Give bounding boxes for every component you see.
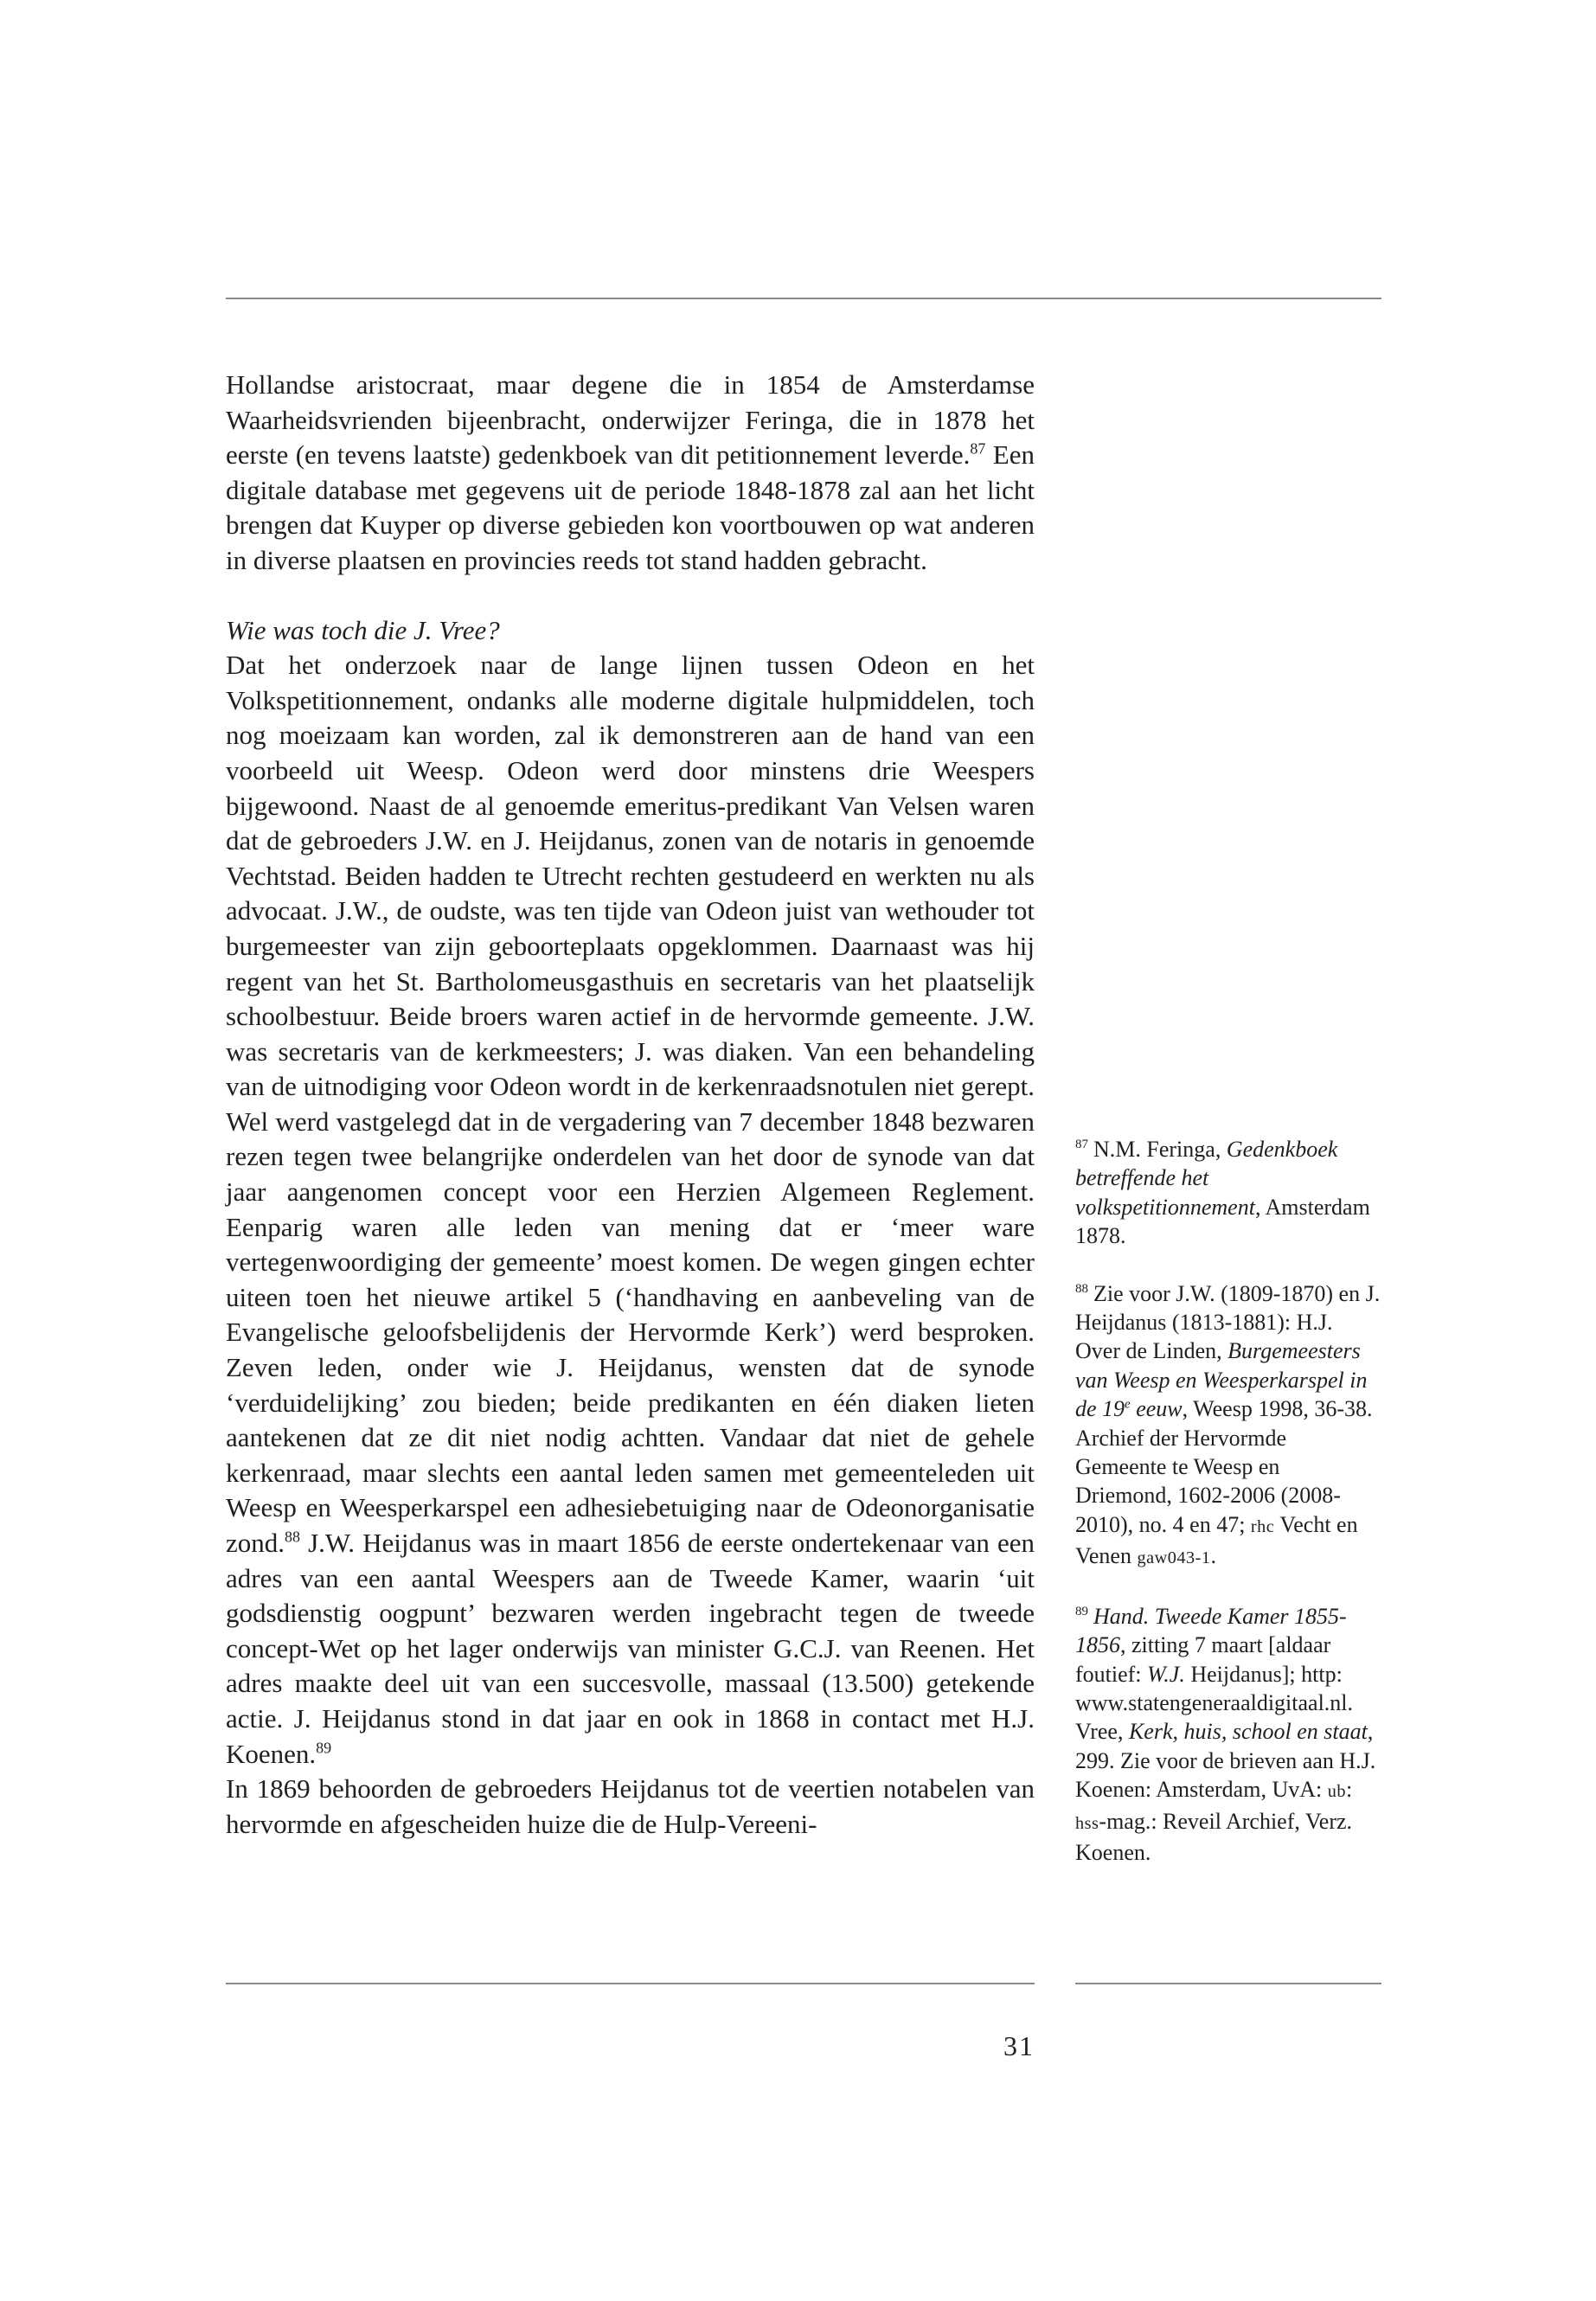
footnote-ref-87[interactable]: 87 xyxy=(970,439,986,458)
top-rule xyxy=(226,298,1381,299)
footnote-number: 87 xyxy=(1075,1138,1088,1152)
paragraph-1: Hollandse aristocraat, maar degene die in 1854 de Amsterdamse Waarheidsvrienden bijeenbracht, onderwijzer Feringa, die in 1878 het eerste (en tevens laatste) gedenkboek van dit petitionnement leverde.$^{87}$ Een digitale database met gegevens uit de periode 1848-1878 zal aan het licht brengen dat Kuyper op diverse gebieden kon voortbouwen op wat anderen in diverse plaatsen en provincies reeds tot stand hadden gebracht. xyxy=(226,369,1035,575)
paragraph-2: Dat het onderzoek naar de lange lijnen tussen Odeon en het Volkspetitionnement, ondanks alle moderne digitale hulpmiddelen, toch nog moeizaam kan worden, zal ik demonstreren aan de hand van een voorbeeld uit Weesp. Odeon werd door minstens drie Weespers bijgewoond. Naast de al genoemde emeritus-predikant Van Velsen waren dat de gebroeders J.W. en J. Heijdanus, zonen van de notaris in genoemde Vechtstad. Beiden hadden te Utrecht rechten gestudeerd en werkten nu als advocaat. J.W., de oudste, was ten tijde van Odeon juist van wethouder tot burgemeester van zijn geboorteplaats opgeklommen. Daarnaast was hij regent van het St. Bartholomeusgasthuis en secretaris van het plaatselijk schoolbestuur. Beide broers waren actief in de hervormde gemeente. J.W. was secretaris van de kerkmeesters; J. was diaken. Van een behandeling van de uitnodiging voor Odeon wordt in de kerkenraadsnotulen niet gerept. Wel werd vastgelegd dat in de vergadering van 7 december 1848 bezwaren rezen tegen twee belangrijke onderdelen van het door de synode van dat jaar aangenomen concept voor een Herzien Algemeen Reglement. Eenparig waren alle leden van mening dat er ‘meer ware vertegenwoordiging der gemeente’ moest komen. De wegen gingen echter uiteen toen het nieuwe artikel 5 (‘handhaving en aanbeveling van de Evangelische geloofsbelijdenis der Hervormde Kerk’) werd besproken. Zeven leden, onder wie J. Heijdanus, wensten dat de synode ‘verduidelijking’ zou bieden; beide predikanten en één diaken lieten aantekenen dat ze dit niet nodig achtten. Vandaar dat niet de gehele kerkenraad, maar slechts een aantal leden samen met gemeenteleden uit Weesp en Weesperkarspel een adhesiebetuiging naar de Odeonorganisatie zond.$^{88}$ J.W. Heijdanus was in maart 1856 de eerste ondertekenaar van een adres van een aantal Weespers aan de Tweede Kamer, waarin ‘uit godsdienstig oogpunt’ bezwaren werden ingebracht tegen de tweede concept-Wet op het lager onderwijs van minister G.C.J. van Reenen. Het adres maakte deel uit van een succesvolle, massaal (13.500) getekende actie. J. Heijdanus stond in dat jaar en ook in 1868 in contact met H.J. Koenen.$^{89}$ xyxy=(226,650,1035,1769)
footnote-ref-89[interactable]: 89 xyxy=(316,1739,332,1757)
main-text-column xyxy=(226,368,1035,1842)
footnotes-column xyxy=(1075,1135,1381,1895)
footnote-87: $^{87}$ N.M. Feringa, Gedenkboek betreffende het volkspetitionnement, Amsterdam 1878. xyxy=(1075,1137,1370,1249)
footnote-number: 89 xyxy=(1075,1605,1088,1619)
paragraph-3: In 1869 behoorden de gebroeders Heijdanus tot de veertien notabelen van hervormde en afgescheiden huize die de Hulp-Vereeni- xyxy=(226,1773,1035,1839)
notes-bottom-rule xyxy=(1075,1983,1381,1984)
page-number: 31 xyxy=(1003,2030,1035,2061)
footnote-88: $^{88}$ Zie voor J.W. (1809-1870) en J. Heijdanus (1813-1881): H.J. Over de Linden, Burgemeesters van Weesp en Weesperkarspel in de 19e eeuw, Weesp 1998, 36-38. Archief der Hervormde Gemeente te Weesp en Driemond, 1602-2006 (2008-2010), no. 4 en 47; rhc Vecht en Venen gaw043-1. xyxy=(1075,1280,1381,1569)
main-bottom-rule xyxy=(226,1983,1035,1984)
footnote-89: $^{89}$ Hand. Tweede Kamer 1855-1856, zitting 7 maart [aldaar foutief: W.J. Heijdanus]; http: www.statengeneraaldigitaal.nl. Vree, Kerk, huis, school en staat, 299. Zie voor de brieven aan H.J. Koenen: Amsterdam, UvA: ub: hss-mag.: Reveil Archief, Verz. Koenen. xyxy=(1075,1603,1376,1865)
section-heading: Wie was toch die J. Vree? xyxy=(226,614,500,645)
footnote-ref-88[interactable]: 88 xyxy=(285,1528,301,1546)
footnote-number: 88 xyxy=(1075,1281,1088,1296)
